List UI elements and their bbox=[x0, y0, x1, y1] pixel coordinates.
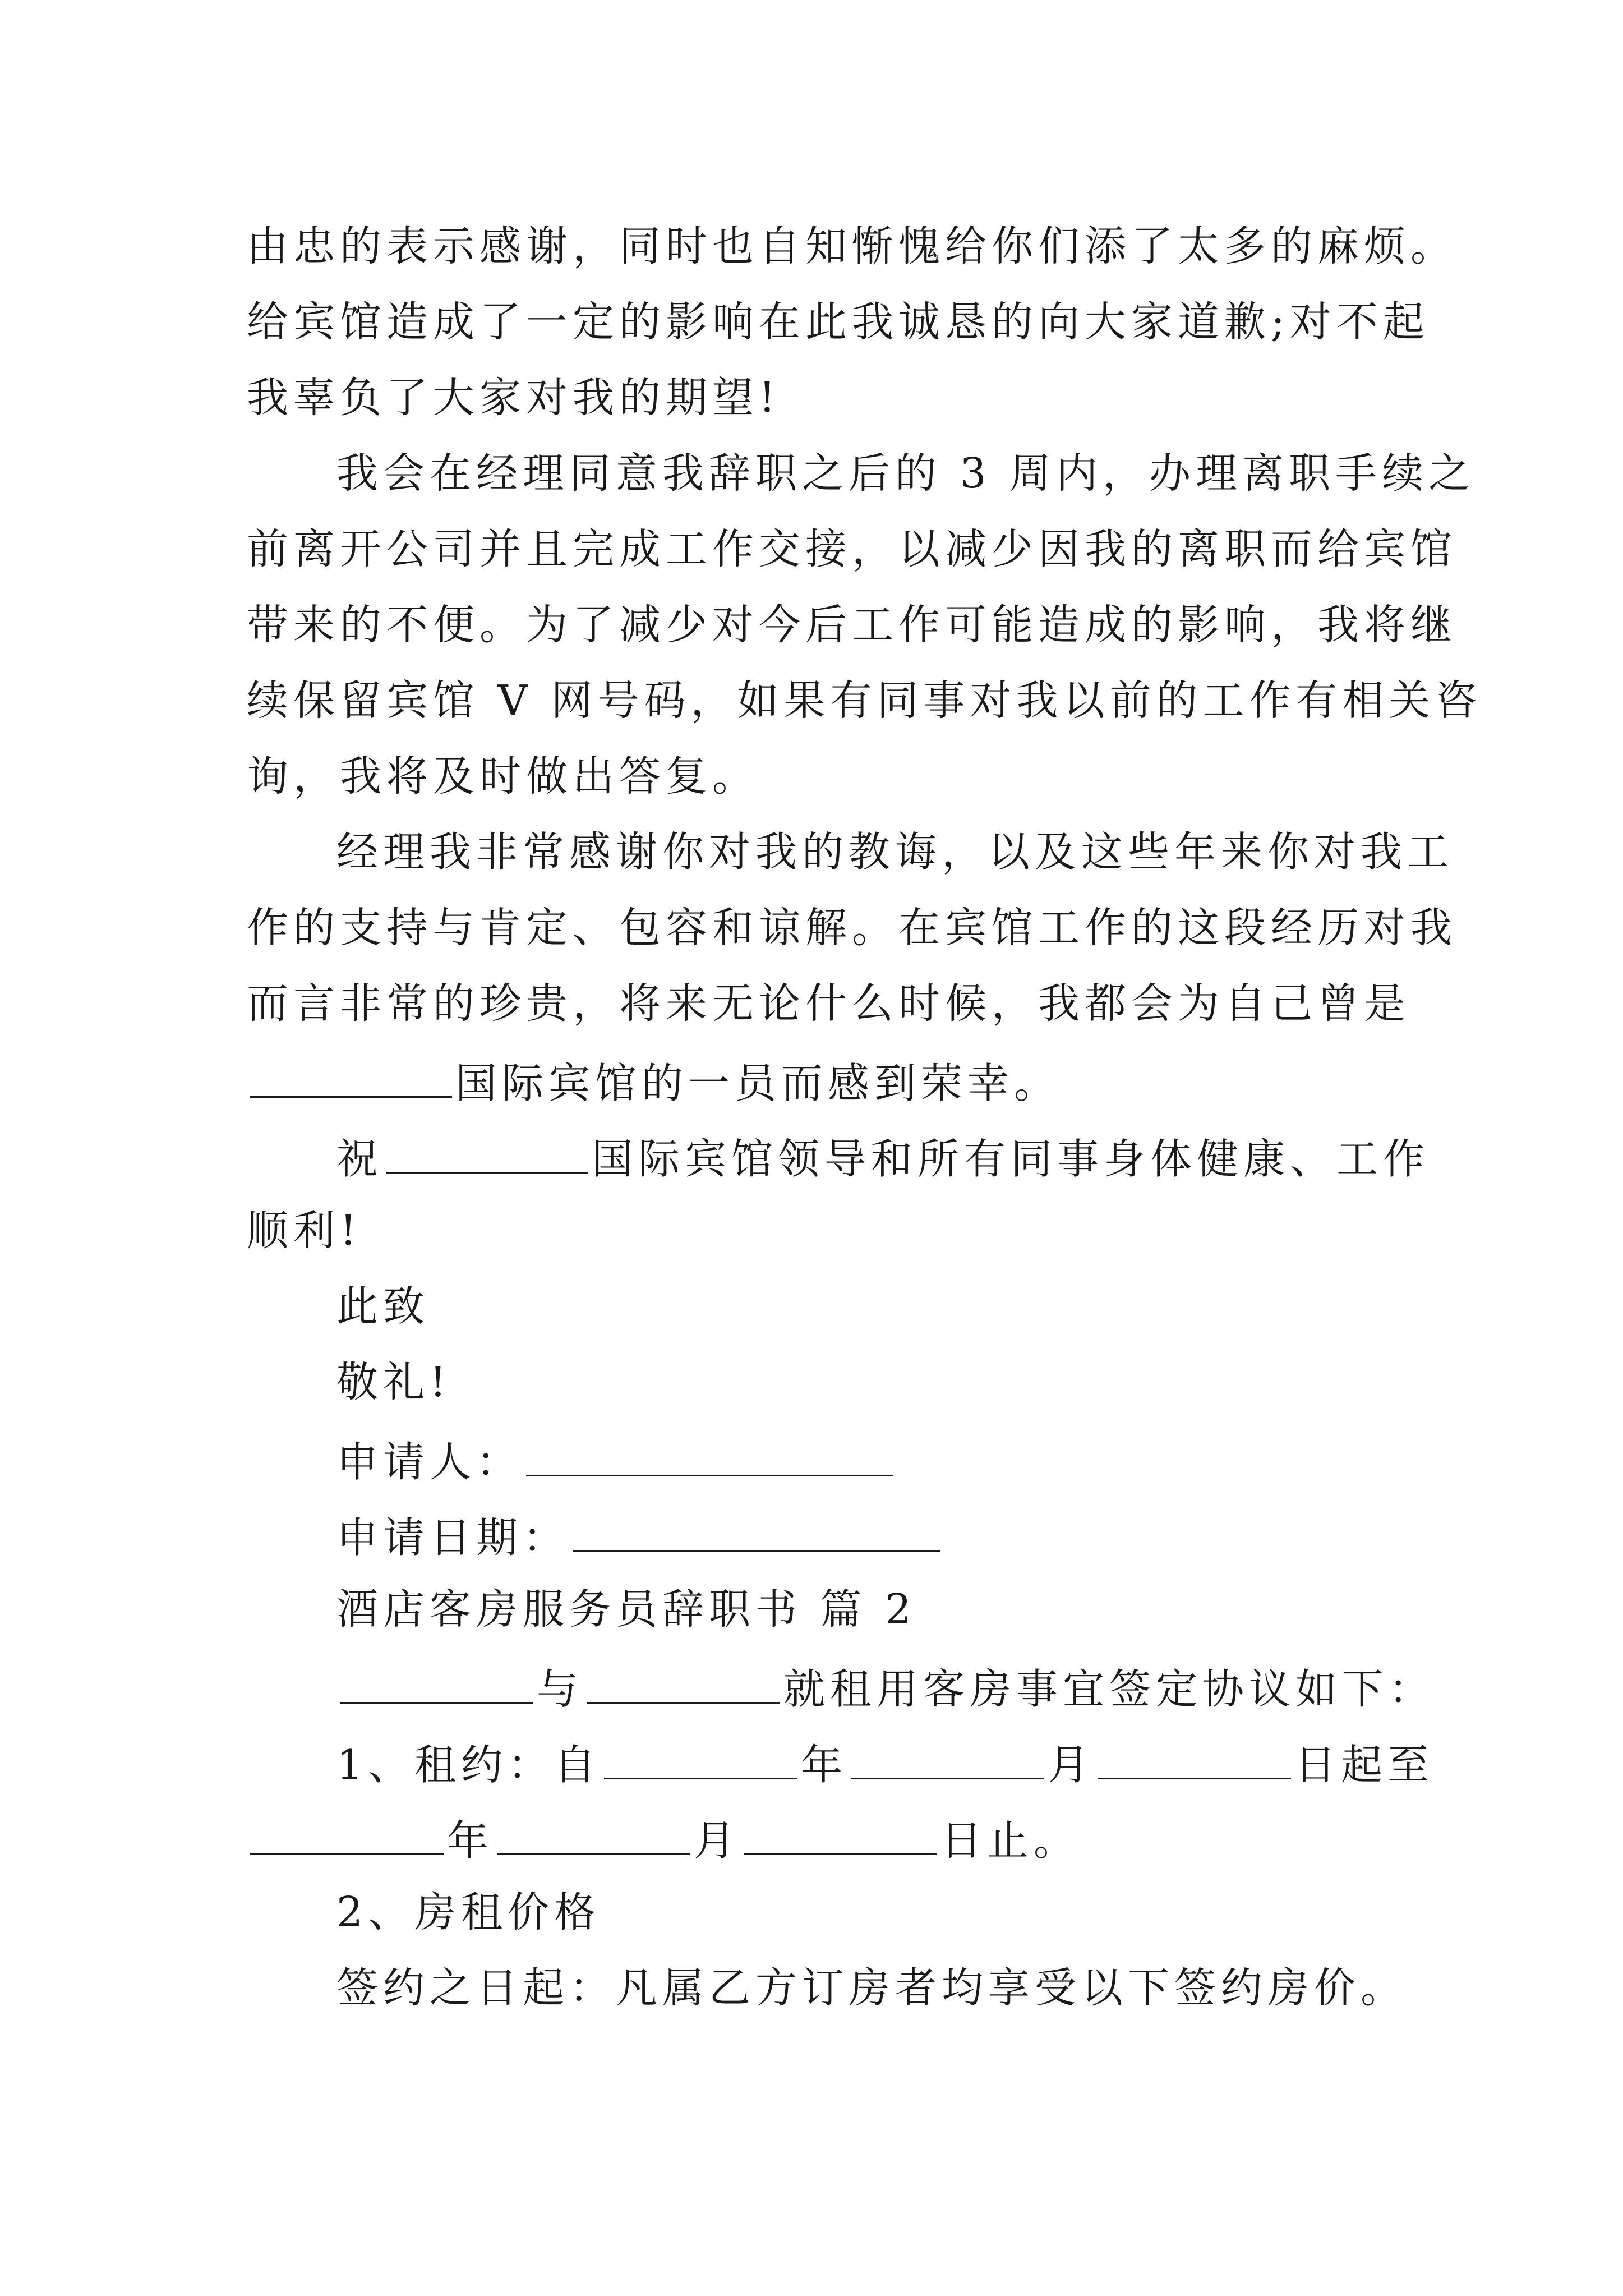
end-month-blank bbox=[497, 1816, 690, 1855]
applicant-label: 申请人： bbox=[336, 1438, 523, 1487]
wish-prefix: 祝 bbox=[336, 1135, 383, 1184]
party-b-blank bbox=[587, 1664, 780, 1704]
paragraph-3-line-2: 作的支持与肯定、包容和谅解。在宾馆工作的这段经历对我 bbox=[247, 904, 1457, 952]
hotel-name-blank bbox=[250, 1059, 452, 1098]
date-blank bbox=[573, 1513, 940, 1552]
date-label: 申请日期： bbox=[336, 1513, 569, 1562]
paragraph-2-line-1: 我会在经理同意我辞职之后的 3 周内，办理离职手续之 bbox=[336, 449, 1476, 498]
paragraph-1-line-2: 给宾馆造成了一定的影响在此我诚恳的向大家道歉;对不起 bbox=[247, 298, 1430, 346]
section-2-title: 酒店客房服务员辞职书 篇 2 bbox=[336, 1585, 917, 1634]
paragraph-3-line-4-text: 国际宾馆的一员而感到荣幸。 bbox=[455, 1059, 1061, 1108]
paragraph-2-line-5: 询，我将及时做出答复。 bbox=[247, 752, 759, 800]
paragraph-3-line-3: 而言非常的珍贵，将来无论什么时候，我都会为自己曾是 bbox=[247, 979, 1410, 1028]
wish-hotel-blank bbox=[386, 1134, 588, 1174]
closing-zhi: 此致 bbox=[336, 1282, 430, 1331]
wish-text: 国际宾馆领导和所有同事身体健康、工作 bbox=[592, 1135, 1430, 1184]
paragraph-2-line-4: 续保留宾馆 V 网号码，如果有同事对我以前的工作有相关咨 bbox=[247, 677, 1482, 725]
lease-line-1 bbox=[336, 1740, 1435, 1789]
end-month-label: 月 bbox=[694, 1816, 740, 1865]
start-year-label: 年 bbox=[801, 1741, 848, 1789]
end-day-blank bbox=[744, 1816, 937, 1855]
paragraph-1-line-1: 由忠的表示感谢，同时也自知惭愧给你们添了太多的麻烦。 bbox=[247, 222, 1457, 270]
paragraph-2-line-3: 带来的不便。为了减少对今后工作可能造成的影响，我将继 bbox=[247, 601, 1457, 649]
wish-line-2: 顺利! bbox=[247, 1207, 362, 1255]
end-year-label: 年 bbox=[447, 1816, 494, 1865]
paragraph-2-line-2: 前离开公司并且完成工作交接，以减少因我的离职而给宾馆 bbox=[247, 525, 1457, 573]
lease-label: 1、租约：自 bbox=[336, 1741, 601, 1789]
price-text: 签约之日起：凡属乙方订房者均享受以下签约房价。 bbox=[336, 1964, 1407, 2012]
applicant-blank bbox=[526, 1437, 893, 1476]
agreement-line bbox=[336, 1664, 1435, 1714]
start-month-blank bbox=[851, 1740, 1044, 1779]
closing-jingli: 敬礼! bbox=[336, 1358, 451, 1406]
party-a-blank bbox=[340, 1664, 533, 1704]
start-day-blank bbox=[1098, 1740, 1291, 1779]
agreement-with: 与 bbox=[537, 1665, 583, 1714]
end-day-label: 日止。 bbox=[940, 1816, 1080, 1865]
wish-line-1 bbox=[336, 1134, 1430, 1184]
lease-line-2 bbox=[247, 1816, 1080, 1865]
end-year-blank bbox=[250, 1816, 444, 1855]
paragraph-1-line-3: 我辜负了大家对我的期望! bbox=[247, 374, 781, 422]
start-month-label: 月 bbox=[1048, 1741, 1095, 1789]
paragraph-3-line-4 bbox=[247, 1059, 1061, 1108]
start-year-blank bbox=[604, 1740, 797, 1779]
price-heading: 2、房租价格 bbox=[336, 1888, 601, 1936]
applicant-line bbox=[336, 1437, 897, 1487]
paragraph-3-line-1: 经理我非常感谢你对我的教诲，以及这些年来你对我工 bbox=[336, 828, 1454, 876]
date-line bbox=[336, 1513, 943, 1562]
start-day-label: 日起至 bbox=[1294, 1741, 1435, 1789]
agreement-text: 就租用客房事宜签定协议如下： bbox=[783, 1665, 1435, 1714]
